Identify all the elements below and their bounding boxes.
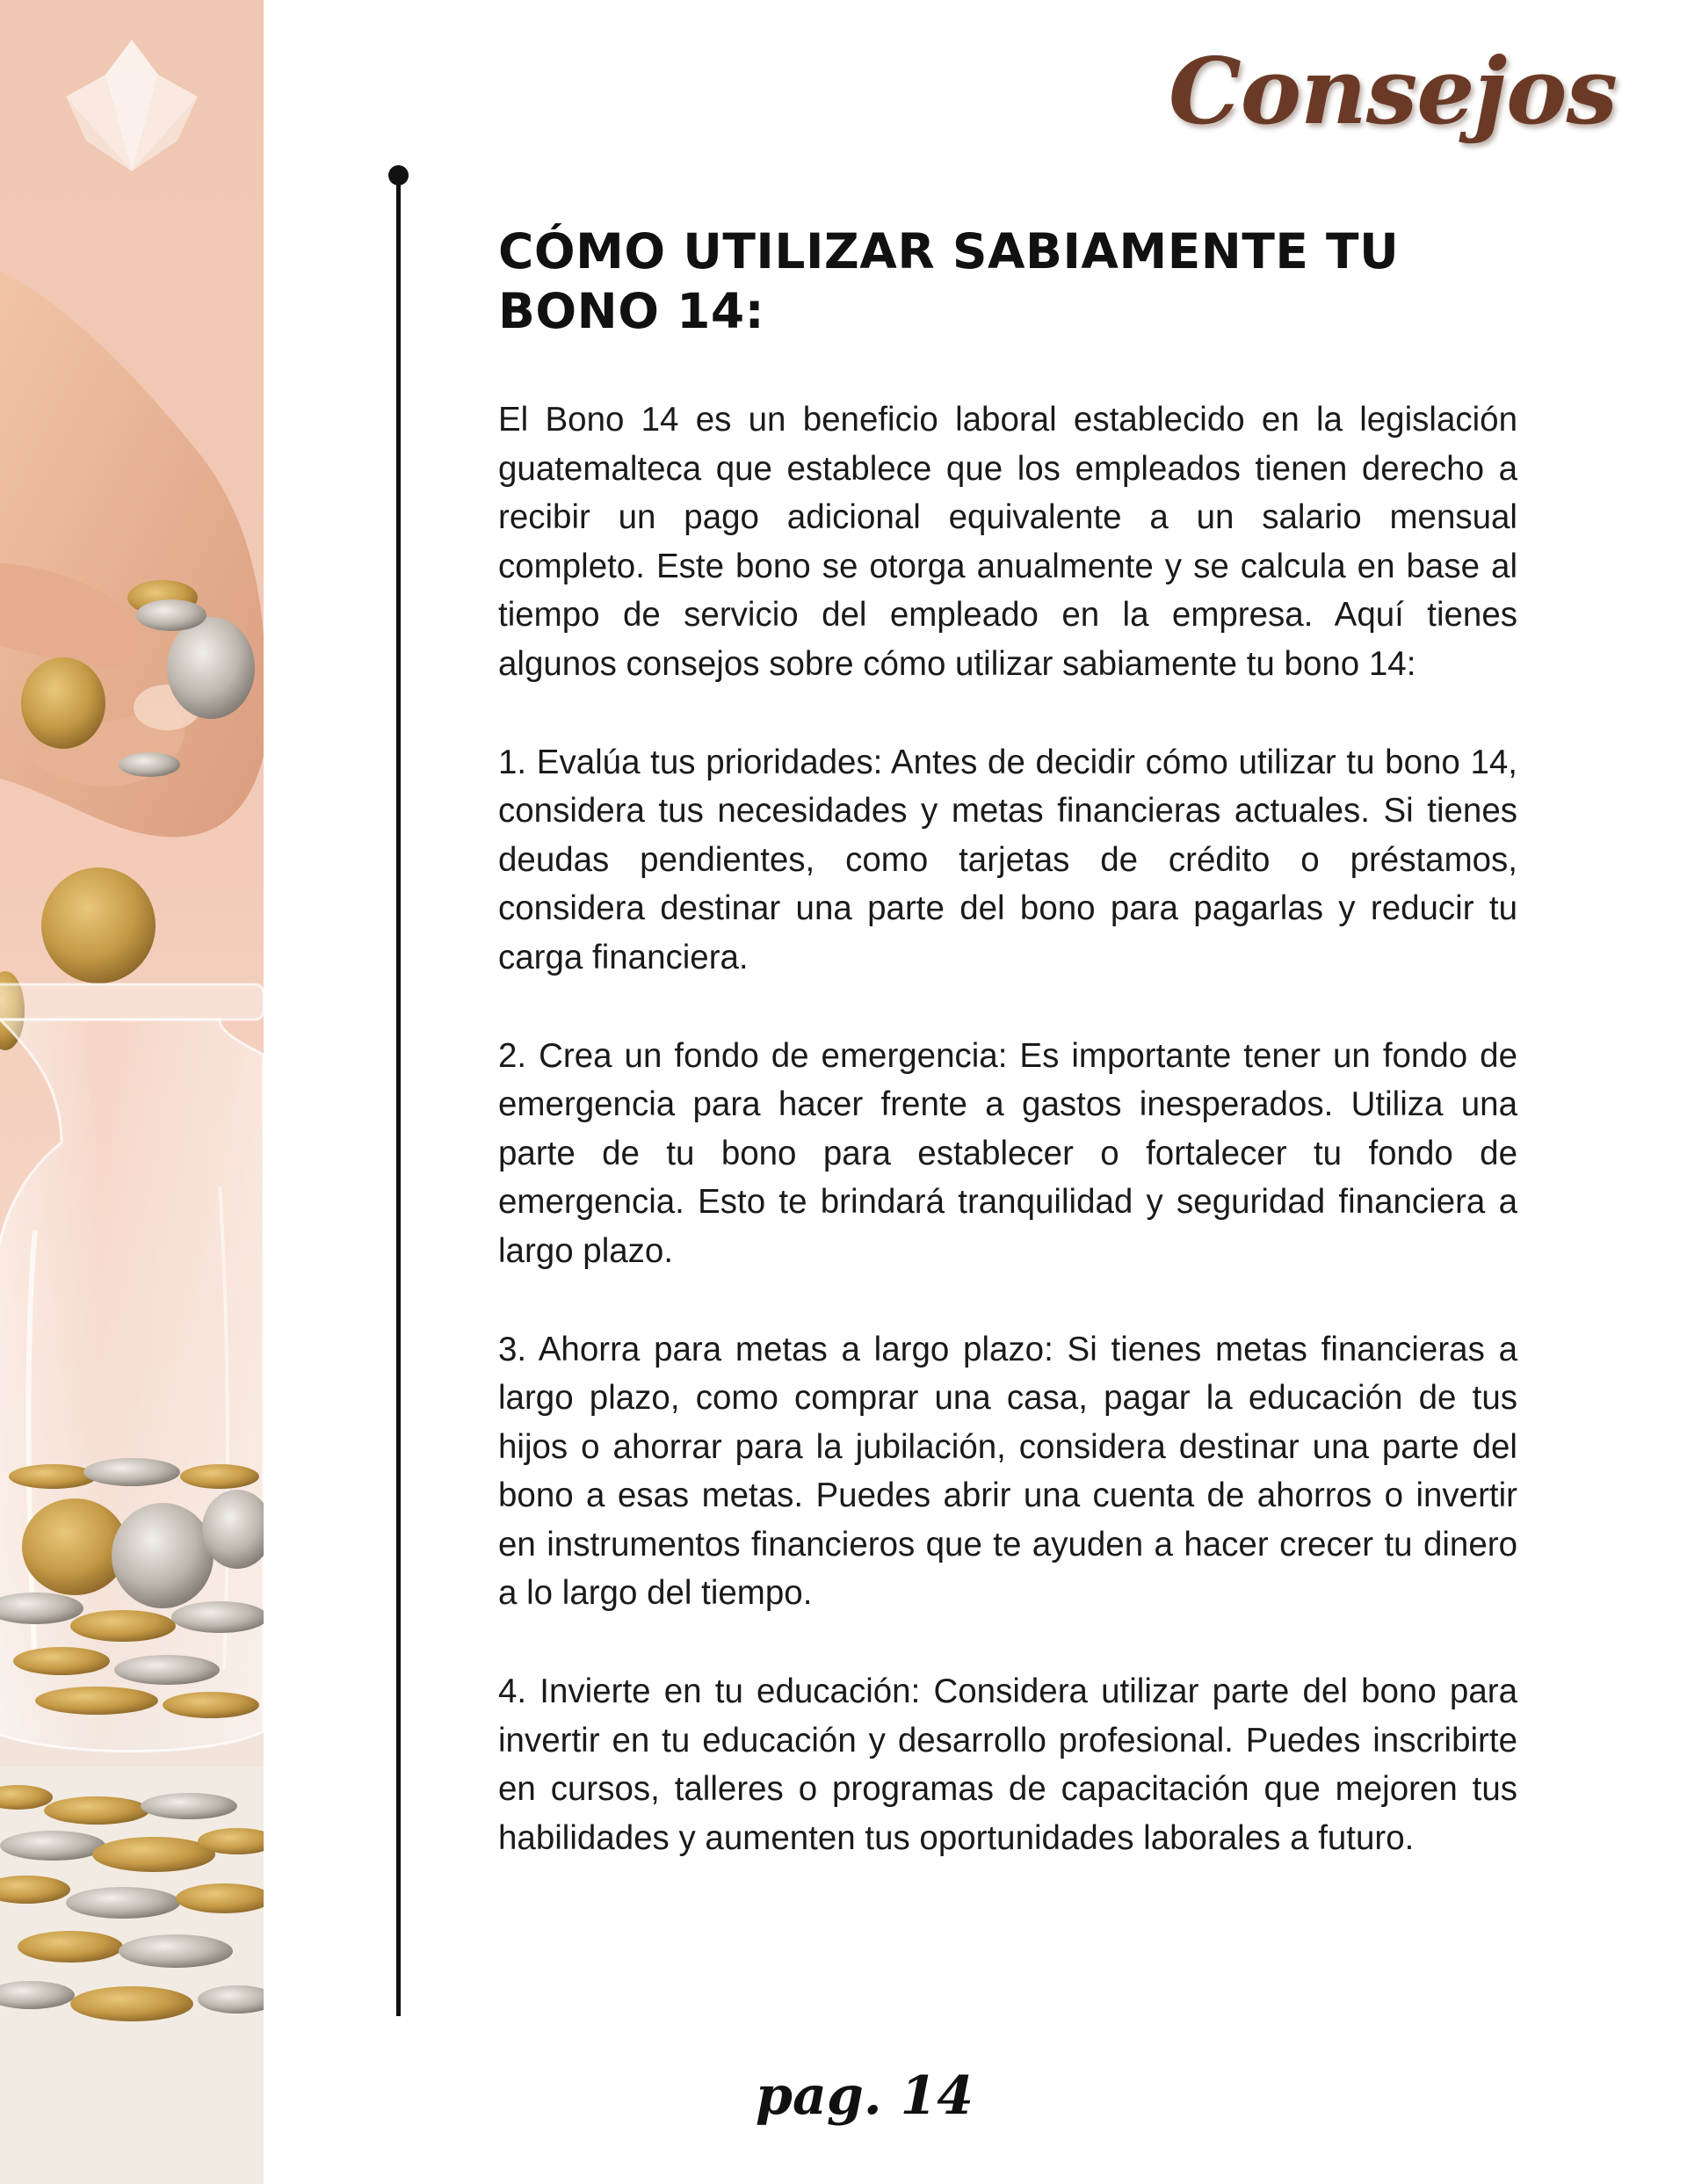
falling-coin (41, 867, 156, 983)
logo-icon (66, 40, 198, 171)
coins-jar-illustration (0, 0, 264, 2184)
article-body (498, 221, 1517, 1912)
tip-paragraph-4: 4. Invierte en tu educación: Considera utilizar parte del bono para invertir en tu educación y desarrollo profesional. Puedes inscribirte en cursos, talleres o programas de capacitación que mejoren tus habilidades y aumenten tus oportunidades laborales a futuro. (498, 1672, 1517, 1857)
article-title-line2: BONO 14: (498, 283, 765, 339)
article-title-line1: CÓMO UTILIZAR SABIAMENTE TU (498, 223, 1400, 279)
coins-jar-photo (0, 0, 264, 2184)
article-title (498, 221, 1517, 341)
section-brand-title: Consejos (1168, 37, 1617, 145)
hand-image (0, 264, 264, 837)
intro-paragraph: El Bono 14 es un beneficio laboral establecido en la legislación guatemalteca que establece que los empleados tienen derecho a recibir un pago adicional equivalente a un salario mensual completo. Este bono se otorga anualmente y se calcula en base al tiempo de servicio del empleado en la empresa. Aquí tienes algunos consejos sobre cómo utilizar sabiamente tu bono 14: (498, 401, 1517, 683)
page-number: pag. 14 (756, 2065, 974, 2127)
timeline-rule (396, 176, 401, 2016)
tip-paragraph-2: 2. Crea un fondo de emergencia: Es importante tener un fondo de emergencia para hacer frente a gastos inesperados. Utiliza una parte de tu bono para establecer o fortalecer tu fondo de emergencia. Esto te brindará tranquilidad y seguridad financiera a largo plazo. (498, 1036, 1517, 1270)
tip-paragraph-3: 3. Ahorra para metas a largo plazo: Si tienes metas financieras a largo plazo, como comprar una casa, pagar la educación de tus hijos o ahorrar para la jubilación, considera destinar una parte del bono a esas metas. Puedes abrir una cuenta de ahorros o invertir en instrumentos financieros que te ayuden a hacer crecer tu dinero a lo largo del tiempo. (498, 1330, 1517, 1613)
table-coins (0, 1767, 264, 2184)
tip-paragraph-1: 1. Evalúa tus prioridades: Antes de decidir cómo utilizar tu bono 14, considera tus necesidades y metas financieras actuales. Si tienes deudas pendientes, como tarjetas de crédito o préstamos, considera destinar una parte del bono para pagarlas y reducir tu carga financiera. (498, 743, 1517, 976)
